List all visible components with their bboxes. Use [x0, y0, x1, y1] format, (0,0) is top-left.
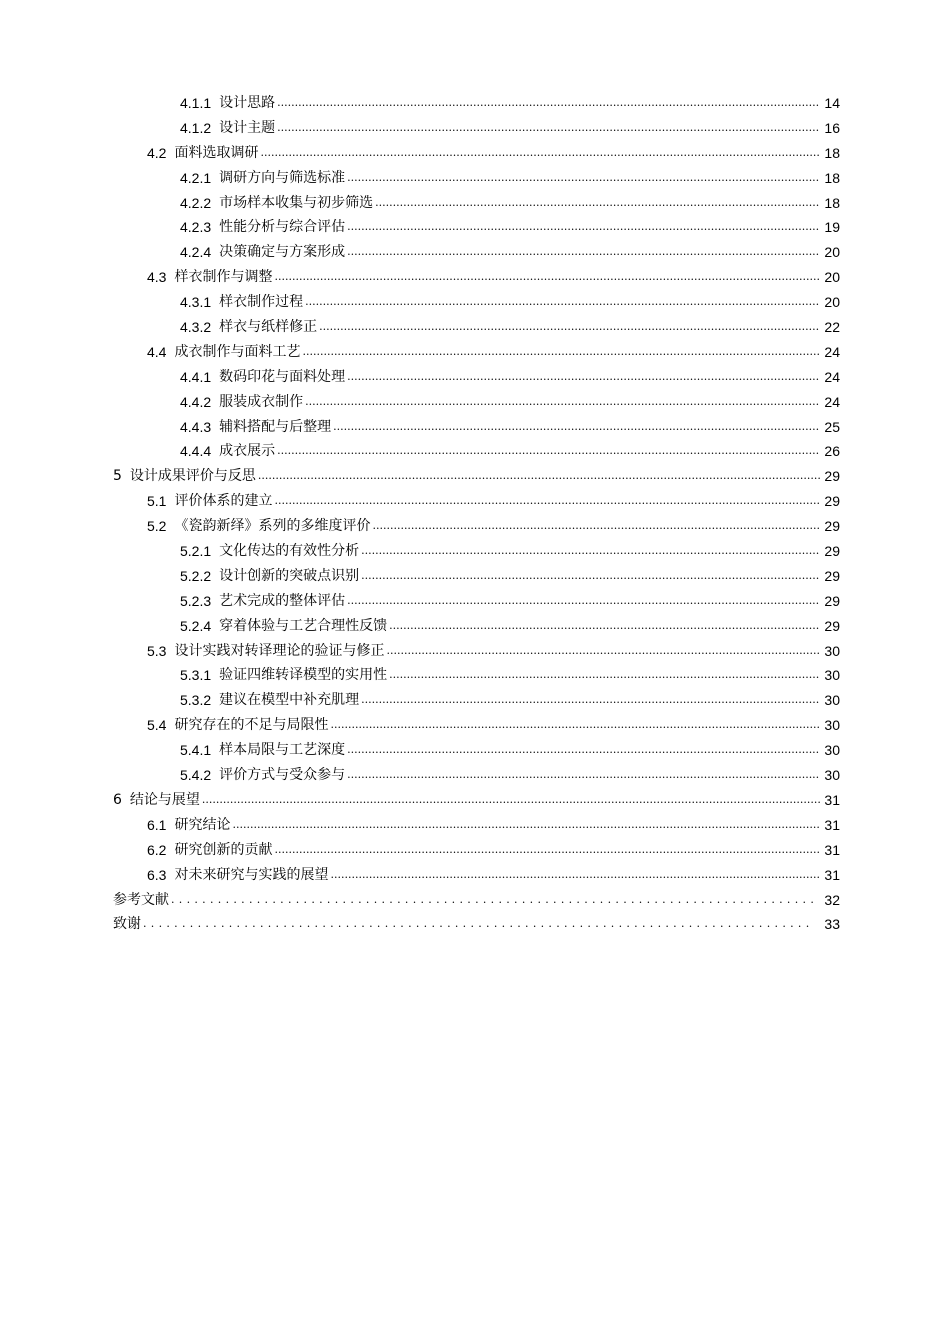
- toc-dot-leader: [372, 514, 820, 539]
- toc-entry-title: 成衣展示: [219, 443, 276, 460]
- toc-entry-page-number: 30: [824, 667, 840, 684]
- toc-entry-number: 4.4: [147, 343, 167, 360]
- toc-row: [0, 738, 950, 763]
- toc-entry-page-number: 30: [824, 717, 840, 734]
- toc-row: [0, 390, 950, 415]
- toc-entry-number: 5.2: [147, 518, 167, 535]
- toc-entry[interactable]: [180, 315, 840, 340]
- toc-entry-title: 研究存在的不足与局限性: [174, 717, 329, 734]
- toc-entry[interactable]: [180, 390, 840, 415]
- toc-entry-page-number: 20: [824, 269, 840, 286]
- toc-entry-title: 评价体系的建立: [174, 493, 273, 510]
- toc-entry-number: 5.3: [147, 642, 167, 659]
- toc-entry-title: 设计实践对转译理论的验证与修正: [174, 642, 385, 659]
- toc-entry[interactable]: [147, 340, 840, 365]
- toc-entry-title: 数码印花与面料处理: [219, 368, 346, 385]
- toc-entry-page-number: 29: [824, 567, 840, 584]
- toc-entry-number: 5: [113, 468, 122, 485]
- toc-row: [0, 813, 950, 838]
- toc-entry-page-number: 31: [824, 816, 840, 833]
- toc-entry-number: 4.2.2: [180, 194, 212, 211]
- toc-entry-page-number: 25: [824, 418, 840, 435]
- toc-entry-number: 4.1.2: [180, 119, 212, 136]
- toc-entry-page-number: 29: [824, 543, 840, 560]
- toc-entry-number: 5.2.2: [180, 567, 212, 584]
- toc-entry-page-number: 30: [824, 692, 840, 709]
- toc-entry[interactable]: [147, 863, 840, 888]
- toc-row: [0, 290, 950, 315]
- toc-dot-leader: [375, 191, 820, 216]
- toc-entry-page-number: 26: [824, 443, 840, 460]
- toc-entry[interactable]: [180, 763, 840, 788]
- toc-entry[interactable]: [180, 614, 840, 639]
- toc-entry-title: 研究结论: [174, 816, 231, 833]
- toc-dot-leader: [305, 290, 820, 315]
- toc-entry-title: 样本局限与工艺深度: [219, 742, 346, 759]
- toc-dot-leader: [347, 166, 820, 191]
- toc-row: [0, 464, 950, 489]
- toc-entry-title: 研究创新的贡献: [174, 841, 273, 858]
- toc-row: [0, 788, 950, 813]
- toc-entry-title: 对未来研究与实践的展望: [174, 866, 329, 883]
- toc-row: [0, 912, 950, 937]
- toc-entry[interactable]: [113, 464, 840, 489]
- toc-dot-leader: [277, 439, 820, 464]
- toc-entry-title: 辅料搭配与后整理: [219, 418, 332, 435]
- toc-entry[interactable]: [180, 240, 840, 265]
- toc-entry-title: 结论与展望: [129, 791, 200, 808]
- toc-entry-number: 5.4.2: [180, 767, 212, 784]
- toc-entry-title: 穿着体验与工艺合理性反馈: [219, 617, 388, 634]
- toc-entry[interactable]: [180, 539, 840, 564]
- toc-dot-leader: [232, 813, 820, 838]
- toc-entry[interactable]: [180, 365, 840, 390]
- toc-entry[interactable]: [113, 912, 840, 937]
- toc-entry-page-number: 29: [824, 617, 840, 634]
- toc-entry[interactable]: [147, 141, 840, 166]
- toc-dot-leader: [274, 489, 820, 514]
- toc-dot-leader: [171, 888, 814, 913]
- toc-entry-number: 5.3.1: [180, 667, 212, 684]
- toc-row: [0, 564, 950, 589]
- toc-entry-number: 6.2: [147, 841, 167, 858]
- toc-dot-leader: [277, 116, 820, 141]
- toc-dot-leader: [258, 464, 820, 489]
- toc-entry-page-number: 31: [824, 841, 840, 858]
- toc-entry-number: 5.2.3: [180, 592, 212, 609]
- toc-entry[interactable]: [147, 713, 840, 738]
- toc-row: [0, 315, 950, 340]
- toc-row: [0, 838, 950, 863]
- toc-row: [0, 539, 950, 564]
- toc-dot-leader: [389, 663, 820, 688]
- toc-entry-number: 4.2.4: [180, 244, 212, 261]
- toc-dot-leader: [319, 315, 820, 340]
- toc-entry-number: 6.1: [147, 816, 167, 833]
- toc-entry-page-number: 24: [824, 343, 840, 360]
- toc-entry-number: 4.3.1: [180, 294, 212, 311]
- toc-entry-number: 5.2.4: [180, 617, 212, 634]
- toc-entry-page-number: 29: [824, 592, 840, 609]
- toc-dot-leader: [302, 340, 820, 365]
- toc-row: [0, 713, 950, 738]
- toc-entry-page-number: 24: [824, 368, 840, 385]
- toc-entry-title: 建议在模型中补充肌理: [219, 692, 360, 709]
- toc-entry-page-number: 31: [824, 866, 840, 883]
- toc-dot-leader: [347, 738, 820, 763]
- toc-row: [0, 240, 950, 265]
- toc-row: [0, 663, 950, 688]
- toc-entry-page-number: 20: [824, 244, 840, 261]
- toc-dot-leader: [361, 688, 820, 713]
- toc-dot-leader: [143, 912, 814, 937]
- toc-entry-title: 验证四维转译模型的实用性: [219, 667, 388, 684]
- toc-entry-page-number: 18: [824, 194, 840, 211]
- toc-dot-leader: [305, 390, 820, 415]
- toc-entry-title: 面料选取调研: [174, 144, 259, 161]
- toc-row: [0, 489, 950, 514]
- toc-entry[interactable]: [147, 838, 840, 863]
- toc-entry-page-number: 32: [824, 891, 840, 908]
- toc-entry-title: 服装成衣制作: [219, 393, 304, 410]
- toc-row: [0, 141, 950, 166]
- toc-entry[interactable]: [180, 91, 840, 116]
- toc-row: [0, 166, 950, 191]
- toc-row: [0, 215, 950, 240]
- toc-entry-page-number: 30: [824, 742, 840, 759]
- toc-entry-number: 4.4.3: [180, 418, 212, 435]
- toc-entry-number: 4.2.1: [180, 169, 212, 186]
- toc-entry[interactable]: [180, 564, 840, 589]
- toc-entry-title: 文化传达的有效性分析: [219, 543, 360, 560]
- toc-entry[interactable]: [180, 415, 840, 440]
- toc-entry-title: 《瓷韵新绎》系列的多维度评价: [174, 518, 371, 535]
- toc-entry-title: 参考文献: [113, 891, 169, 908]
- toc-entry[interactable]: [147, 813, 840, 838]
- toc-entry-title: 调研方向与筛选标准: [219, 169, 346, 186]
- toc-entry-number: 6: [113, 791, 122, 808]
- toc-dot-leader: [386, 639, 820, 664]
- toc-row: [0, 763, 950, 788]
- toc-entry[interactable]: [180, 439, 840, 464]
- toc-dot-leader: [260, 141, 820, 166]
- toc-entry-number: 5.4: [147, 717, 167, 734]
- toc-entry-number: 6.3: [147, 866, 167, 883]
- toc-entry[interactable]: [180, 688, 840, 713]
- toc-entry-title: 设计主题: [219, 119, 276, 136]
- toc-entry-title: 成衣制作与面料工艺: [174, 343, 301, 360]
- toc-entry-title: 样衣制作与调整: [174, 269, 273, 286]
- toc-entry-number: 4.2.3: [180, 219, 212, 236]
- toc-entry-title: 市场样本收集与初步筛选: [219, 194, 374, 211]
- toc-entry-page-number: 18: [824, 144, 840, 161]
- toc-entry[interactable]: [113, 788, 840, 813]
- toc-entry[interactable]: [180, 589, 840, 614]
- toc-entry-number: 4.4.2: [180, 393, 212, 410]
- toc-dot-leader: [389, 614, 820, 639]
- toc-dot-leader: [202, 788, 820, 813]
- toc-entry-title: 设计成果评价与反思: [129, 468, 256, 485]
- toc-entry[interactable]: [180, 116, 840, 141]
- toc-dot-leader: [330, 863, 820, 888]
- toc-entry[interactable]: [180, 191, 840, 216]
- toc-row: [0, 340, 950, 365]
- toc-row: [0, 639, 950, 664]
- toc-entry-page-number: 31: [824, 791, 840, 808]
- toc-entry-title: 设计创新的突破点识别: [219, 567, 360, 584]
- toc-dot-leader: [277, 91, 820, 116]
- toc-entry-page-number: 22: [824, 319, 840, 336]
- toc-entry-number: 4.4.4: [180, 443, 212, 460]
- toc-entry-page-number: 29: [824, 518, 840, 535]
- toc-dot-leader: [274, 838, 820, 863]
- toc-dot-leader: [347, 763, 820, 788]
- toc-row: [0, 439, 950, 464]
- table-of-contents: [0, 91, 950, 937]
- toc-entry-page-number: 16: [824, 119, 840, 136]
- toc-entry[interactable]: [147, 514, 840, 539]
- toc-entry-number: 5.2.1: [180, 543, 212, 560]
- toc-entry[interactable]: [147, 639, 840, 664]
- toc-row: [0, 91, 950, 116]
- toc-entry-page-number: 30: [824, 767, 840, 784]
- toc-entry-number: 4.3: [147, 269, 167, 286]
- toc-entry-page-number: 30: [824, 642, 840, 659]
- toc-entry-page-number: 19: [824, 219, 840, 236]
- toc-entry-title: 艺术完成的整体评估: [219, 592, 346, 609]
- toc-entry-page-number: 14: [824, 95, 840, 111]
- toc-row: [0, 116, 950, 141]
- toc-entry-number: 4.1.1: [180, 95, 212, 111]
- toc-entry-number: 4.2: [147, 144, 167, 161]
- toc-entry-title: 评价方式与受众参与: [219, 767, 346, 784]
- toc-entry-page-number: 33: [824, 916, 840, 933]
- toc-entry-title: 设计思路: [219, 95, 276, 111]
- toc-entry-page-number: 29: [824, 468, 840, 485]
- toc-row: [0, 888, 950, 913]
- toc-entry-number: 5.3.2: [180, 692, 212, 709]
- toc-dot-leader: [361, 564, 820, 589]
- toc-dot-leader: [330, 713, 820, 738]
- toc-dot-leader: [347, 215, 820, 240]
- toc-entry-number: 4.4.1: [180, 368, 212, 385]
- toc-dot-leader: [333, 415, 820, 440]
- toc-entry[interactable]: [180, 166, 840, 191]
- toc-row: [0, 514, 950, 539]
- toc-entry-page-number: 20: [824, 294, 840, 311]
- toc-row: [0, 688, 950, 713]
- toc-entry[interactable]: [147, 265, 840, 290]
- toc-entry-number: 5.4.1: [180, 742, 212, 759]
- toc-row: [0, 265, 950, 290]
- toc-entry-number: 4.3.2: [180, 319, 212, 336]
- toc-entry[interactable]: [180, 663, 840, 688]
- toc-dot-leader: [347, 365, 820, 390]
- toc-entry-title: 致谢: [113, 916, 141, 933]
- toc-row: [0, 415, 950, 440]
- toc-entry[interactable]: [147, 489, 840, 514]
- toc-dot-leader: [347, 589, 820, 614]
- toc-entry-title: 性能分析与综合评估: [219, 219, 346, 236]
- toc-entry-title: 样衣制作过程: [219, 294, 304, 311]
- toc-entry-title: 决策确定与方案形成: [219, 244, 346, 261]
- toc-row: [0, 614, 950, 639]
- toc-entry-page-number: 29: [824, 493, 840, 510]
- toc-row: [0, 191, 950, 216]
- toc-entry[interactable]: [180, 215, 840, 240]
- toc-dot-leader: [274, 265, 820, 290]
- toc-dot-leader: [361, 539, 820, 564]
- toc-row: [0, 863, 950, 888]
- toc-entry[interactable]: [113, 888, 840, 913]
- toc-entry[interactable]: [180, 290, 840, 315]
- toc-entry-page-number: 18: [824, 169, 840, 186]
- toc-row: [0, 365, 950, 390]
- toc-entry-title: 样衣与纸样修正: [219, 319, 318, 336]
- toc-dot-leader: [347, 240, 820, 265]
- toc-row: [0, 589, 950, 614]
- toc-entry[interactable]: [180, 738, 840, 763]
- toc-entry-page-number: 24: [824, 393, 840, 410]
- toc-entry-number: 5.1: [147, 493, 167, 510]
